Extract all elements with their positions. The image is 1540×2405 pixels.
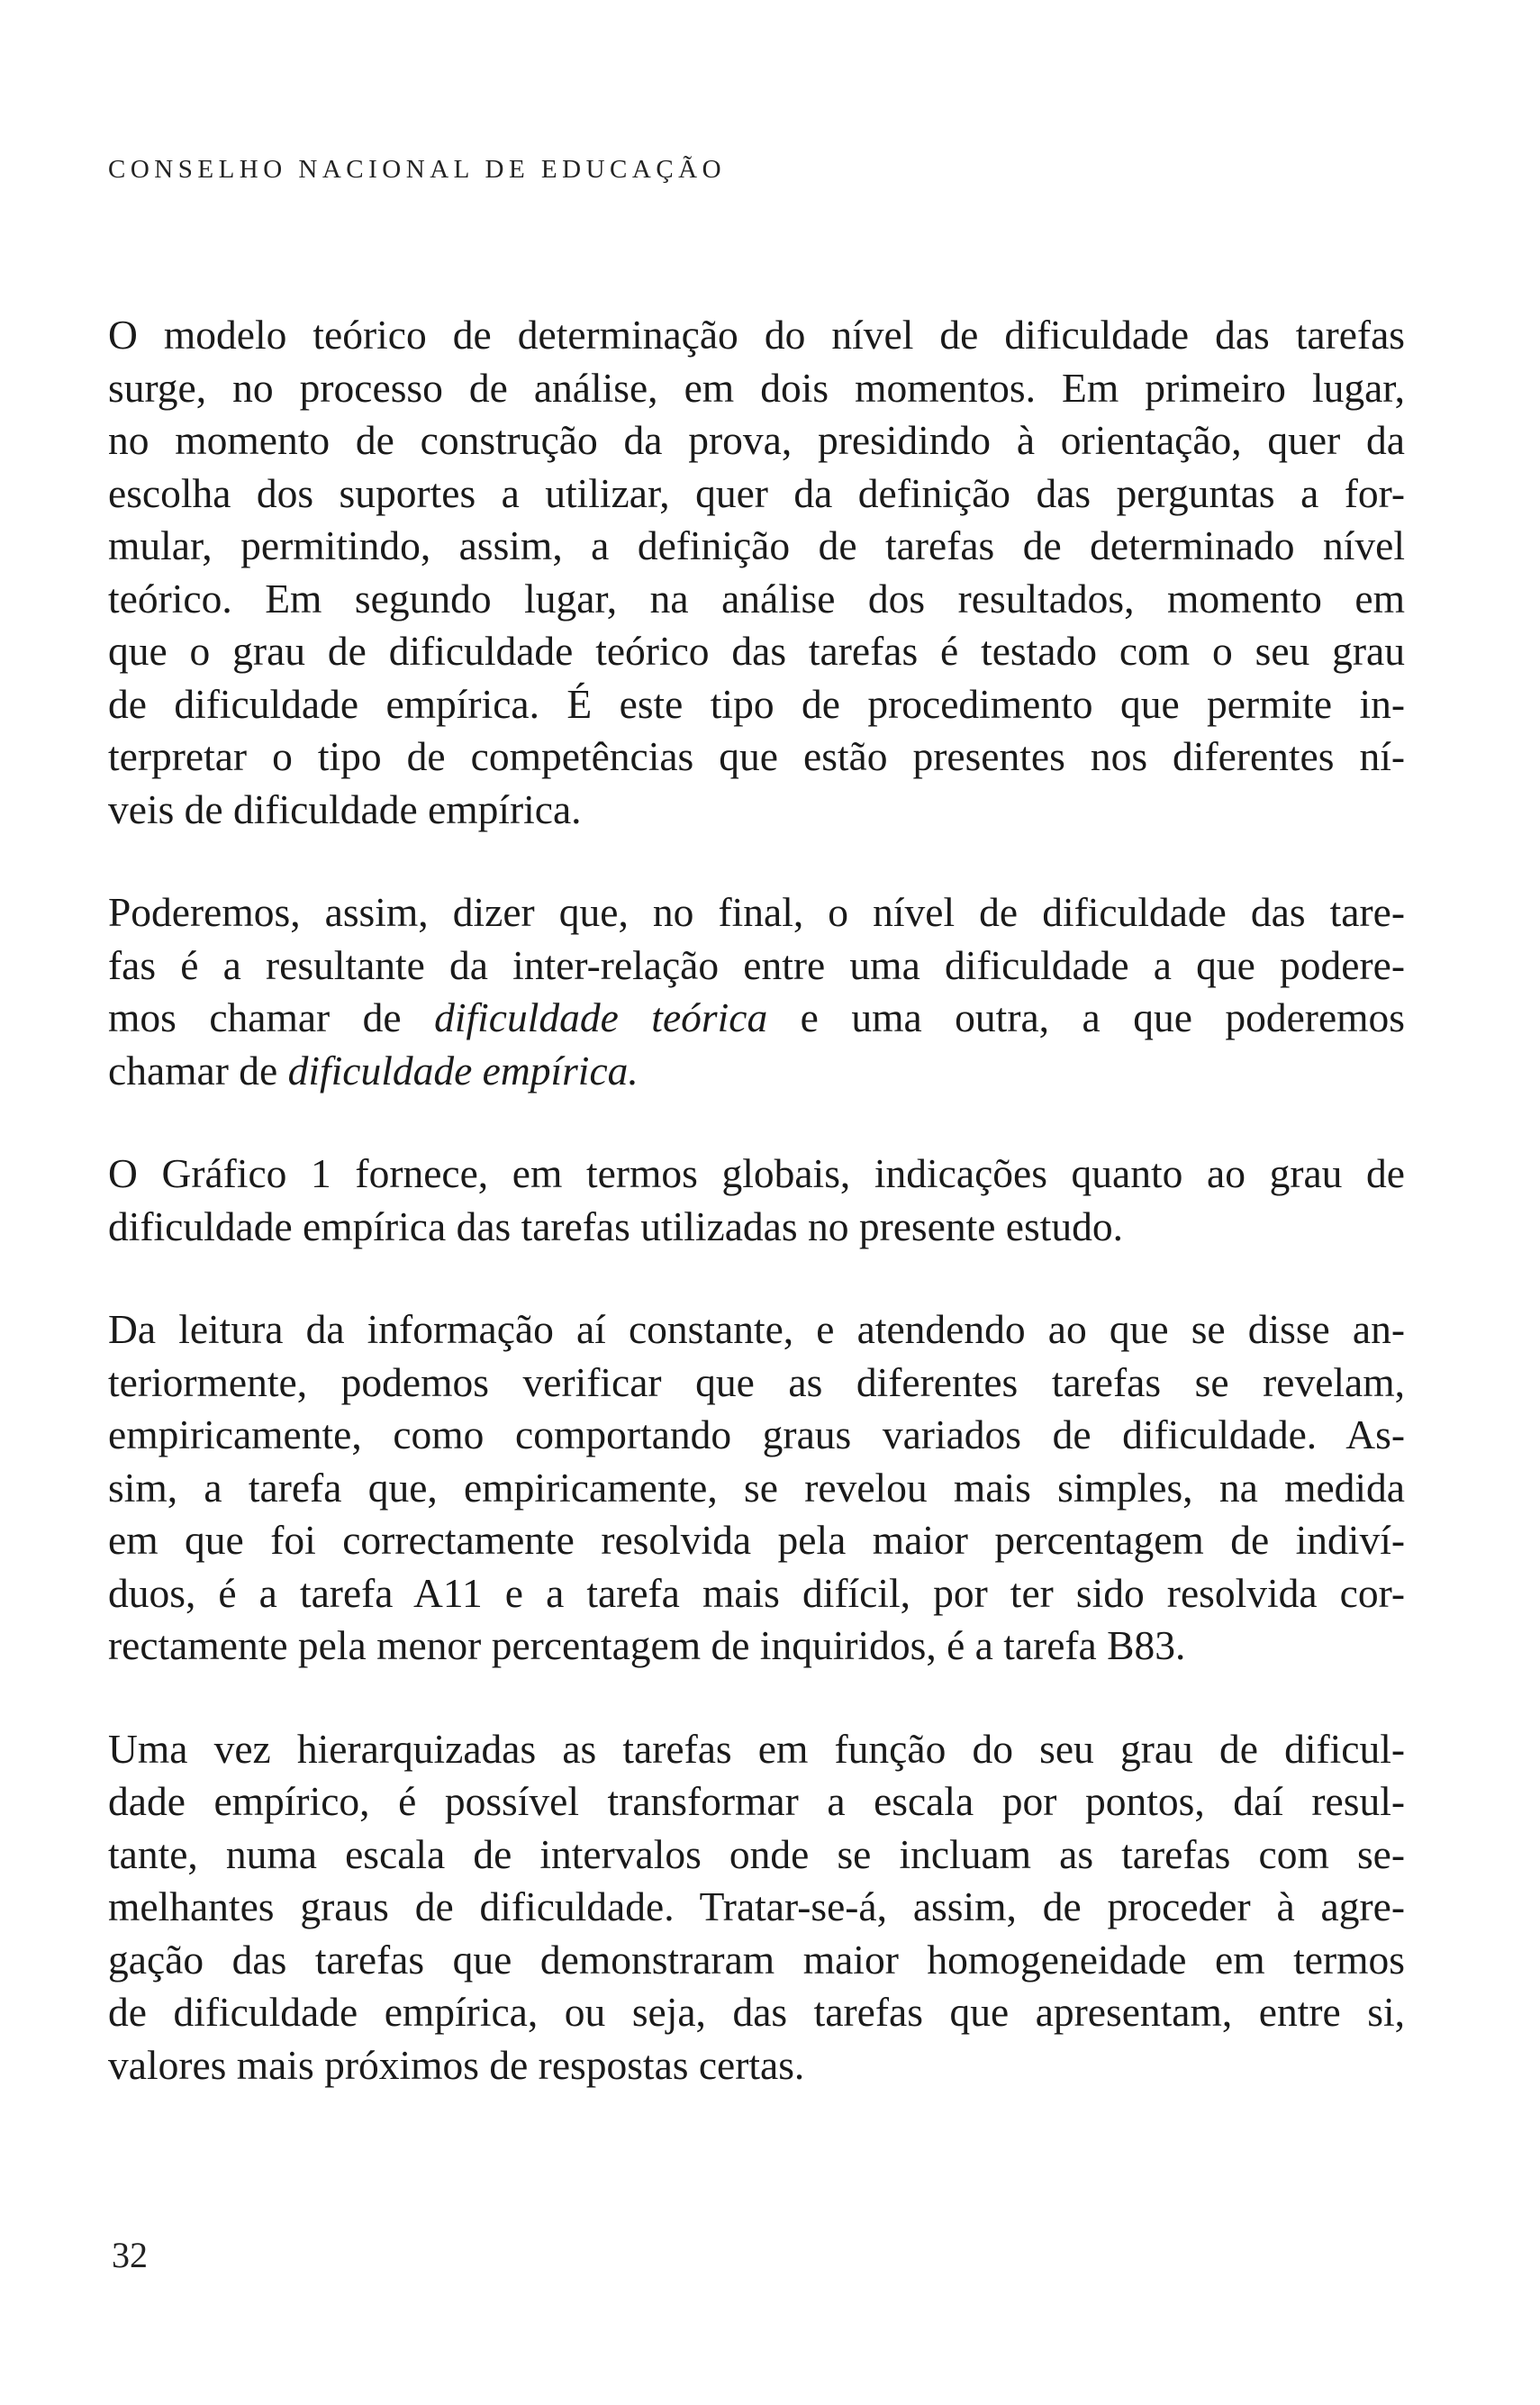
paragraph-2	[108, 886, 1405, 1097]
text-line: dade empírico, é possível transformar a escala por pontos, daí resul-	[108, 1778, 1405, 1824]
text-line: valores mais próximos de respostas certas.	[108, 2041, 805, 2088]
text-line: teriormente, podemos verificar que as diferentes tarefas se revelam,	[108, 1358, 1405, 1405]
paragraph-1	[108, 309, 1405, 836]
text-line	[108, 992, 1405, 1045]
text-line: escolha dos suportes a utilizar, quer da definição das perguntas a for-	[108, 469, 1405, 516]
text-line: rectamente pela menor percentagem de inquiridos, é a tarefa B83.	[108, 1622, 1186, 1668]
running-head: CONSELHO NACIONAL DE EDUCAÇÃO	[108, 155, 727, 184]
text-line: gação das tarefas que demonstraram maior homogeneidade em termos	[108, 1936, 1405, 1983]
text-line: em que foi correctamente resolvida pela maior percentagem de indiví-	[108, 1517, 1405, 1563]
page-number: 32	[112, 2235, 148, 2275]
text-line: Uma vez hierarquizadas as tarefas em função do seu grau de dificul-	[108, 1725, 1405, 1772]
text-line: fas é a resultante da inter-relação entre uma dificuldade a que podere-	[108, 941, 1405, 988]
text-line: dificuldade empírica das tarefas utilizadas no presente estudo.	[108, 1202, 1123, 1249]
paragraph-5	[108, 1723, 1405, 2092]
text-line: mular, permitindo, assim, a definição de tarefas de determinado nível	[108, 522, 1405, 568]
italic-term: dificuldade empírica.	[287, 1047, 639, 1094]
text-line: tante, numa escala de intervalos onde se incluam as tarefas com se-	[108, 1830, 1405, 1877]
text-line: sim, a tarefa que, empiricamente, se revelou mais simples, na medida	[108, 1464, 1405, 1511]
italic-term: dificuldade teórica	[434, 994, 768, 1040]
paragraph-3	[108, 1148, 1405, 1253]
text-line: terpretar o tipo de competências que estão presentes nos diferentes ní-	[108, 733, 1405, 779]
body-text	[108, 309, 1405, 2142]
text-line: O Gráfico 1 fornece, em termos globais, indicações quanto ao grau de	[108, 1150, 1405, 1196]
text-line: Da leitura da informação aí constante, e atendendo ao que se disse an-	[108, 1306, 1405, 1352]
text-line: de dificuldade empírica. É este tipo de procedimento que permite in-	[108, 680, 1405, 727]
text-line: no momento de construção da prova, presidindo à orientação, quer da	[108, 417, 1405, 463]
text-line: empiricamente, como comportando graus variados de dificuldade. As-	[108, 1411, 1405, 1457]
text-line: veis de dificuldade empírica.	[108, 785, 582, 832]
text-line: melhantes graus de dificuldade. Tratar-se-á, assim, de proceder à agre-	[108, 1883, 1405, 1929]
text-line: O modelo teórico de determinação do nível de dificuldade das tarefas	[108, 312, 1405, 358]
paragraph-4	[108, 1303, 1405, 1673]
text-line: de dificuldade empírica, ou seja, das tarefas que apresentam, entre si,	[108, 1989, 1405, 2035]
text-line: que o grau de dificuldade teórico das tarefas é testado com o seu grau	[108, 628, 1405, 674]
text-line	[108, 1045, 1405, 1098]
text-line: Poderemos, assim, dizer que, no final, o nível de dificuldade das tare-	[108, 889, 1405, 935]
text-run: e uma outra, a que poderemos	[767, 994, 1406, 1040]
text-run: chamar de	[108, 1047, 288, 1094]
text-line: duos, é a tarefa A11 e a tarefa mais difícil, por ter sido resolvida cor-	[108, 1569, 1405, 1616]
text-run: mos chamar de	[108, 994, 435, 1040]
text-line: surge, no processo de análise, em dois momentos. Em primeiro lugar,	[108, 364, 1405, 411]
text-line: teórico. Em segundo lugar, na análise dos resultados, momento em	[108, 575, 1405, 622]
